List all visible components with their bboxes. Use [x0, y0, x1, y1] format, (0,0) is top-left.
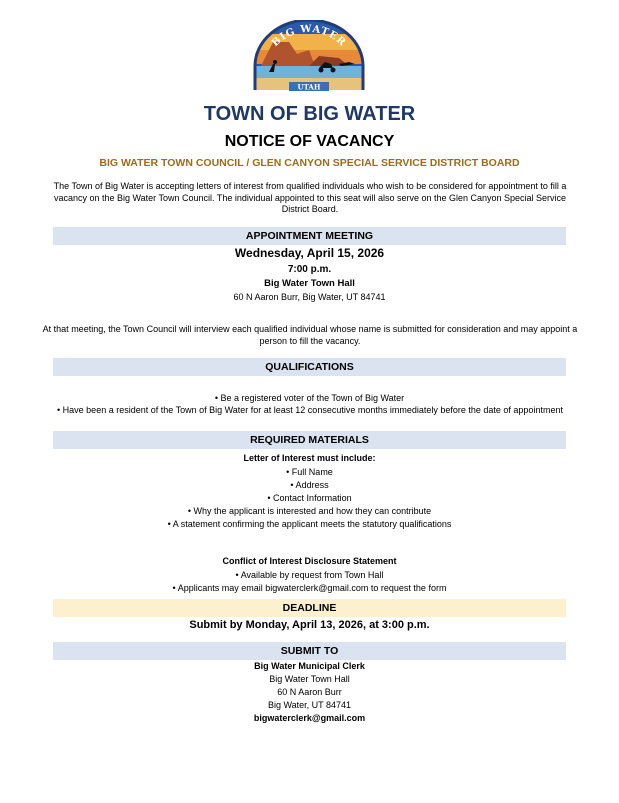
deadline-text: Submit by Monday, April 13, 2026, at 3:00 p.m. — [189, 619, 430, 631]
letter-item: • A statement confirming the applicant meets the statutory qualifications — [167, 519, 452, 529]
qualifications-heading: QUALIFICATIONS — [53, 358, 566, 376]
appointment-meeting-heading: APPOINTMENT MEETING — [53, 227, 566, 245]
submit-email: bigwaterclerk@gmail.com — [253, 713, 366, 723]
logo-bottom-text: UTAH — [297, 82, 321, 92]
meeting-time: 7:00 p.m. — [287, 264, 332, 275]
meeting-venue: Big Water Town Hall — [264, 278, 355, 289]
logo-top-text: BIG WATER — [269, 23, 349, 49]
intro-paragraph: The Town of Big Water is accepting letters of interest from qualified individuals who wish to be considered for appointment to fill a vacancy on the Big Water Town Council. The individual appointed to this seat will also serve on the Glen Canyon Special Service District Board. — [53, 181, 567, 214]
qualification-item: • Be a registered voter of the Town of Big Water — [214, 393, 405, 403]
town-title: TOWN OF BIG WATER — [203, 103, 416, 125]
meeting-note: At that meeting, the Town Council will interview each qualified individual whose name is submitted for consideration and may appoint a person to fill the vacancy. — [42, 324, 578, 346]
big-water-logo — [249, 20, 369, 92]
submit-address-line: Big Water Town Hall — [269, 674, 350, 684]
letter-item: • Why the applicant is interested and how they can contribute — [187, 506, 432, 516]
conflict-item: • Applicants may email bigwaterclerk@gmail.com to request the form — [172, 583, 447, 593]
letter-item: • Address — [290, 480, 329, 490]
notice-subtitle: BIG WATER TOWN COUNCIL / GLEN CANYON SPECIAL SERVICE DISTRICT BOARD — [99, 157, 520, 169]
conflict-item: • Available by request from Town Hall — [235, 570, 384, 580]
notice-title: NOTICE OF VACANCY — [224, 133, 395, 150]
letter-item: • Full Name — [286, 467, 333, 477]
conflict-heading: Conflict of Interest Disclosure Statement — [222, 556, 397, 566]
letter-item: • Contact Information — [267, 493, 352, 503]
deadline-heading: DEADLINE — [53, 599, 566, 617]
submit-address-line: 60 N Aaron Burr — [277, 687, 342, 697]
letter-of-interest-heading: Letter of Interest must include: — [243, 453, 376, 463]
meeting-date: Wednesday, April 15, 2026 — [234, 246, 385, 260]
submit-to-heading: SUBMIT TO — [53, 642, 566, 660]
qualification-item: • Have been a resident of the Town of Big Water for at least 12 consecutive months immediately before the date of appointment — [57, 405, 563, 415]
submit-address-line: Big Water, UT 84741 — [267, 700, 352, 710]
submit-recipient: Big Water Municipal Clerk — [254, 661, 365, 671]
meeting-address: 60 N Aaron Burr, Big Water, UT 84741 — [233, 292, 386, 302]
required-materials-heading: REQUIRED MATERIALS — [53, 431, 566, 449]
